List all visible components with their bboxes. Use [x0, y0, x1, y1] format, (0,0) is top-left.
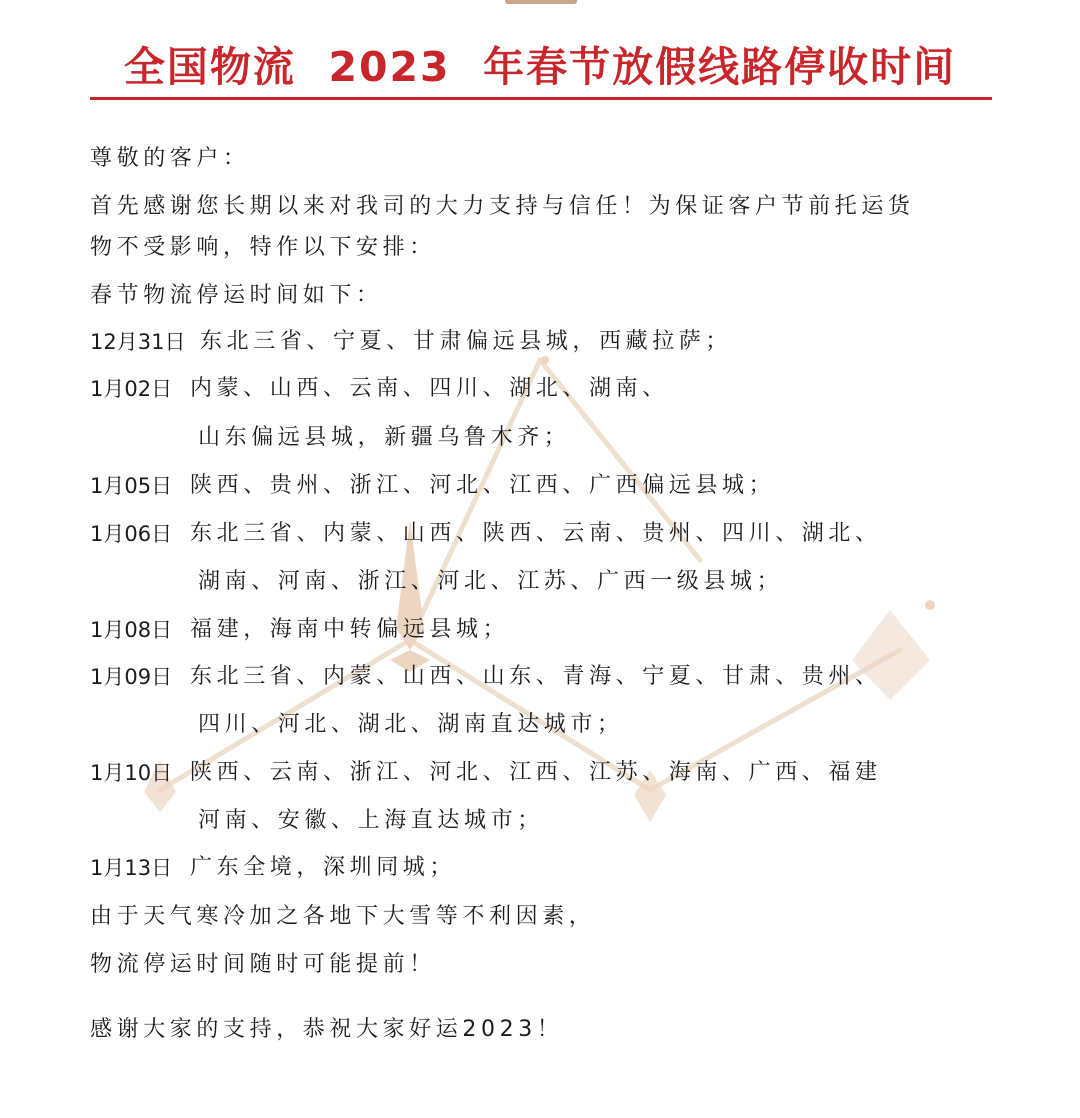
schedule-regions: 陕西、贵州、浙江、河北、江西、广西偏远县城；: [190, 473, 776, 498]
schedule-regions: 东北三省、内蒙、山西、陕西、云南、贵州、四川、湖北、: [190, 521, 882, 546]
schedule-regions: 广东全境，深圳同城；: [190, 855, 457, 880]
notice-line-2: 物流停运时间随时可能提前！: [90, 952, 436, 977]
schedule-regions-continued: 河南、安徽、上海直达城市；: [198, 808, 544, 833]
page-title: 全国物流 2023 年春节放假线路停收时间: [123, 43, 957, 91]
schedule-regions: 内蒙、山西、云南、四川、湖北、湖南、: [190, 376, 669, 401]
schedule-date: 1月08日: [90, 618, 173, 642]
schedule-date: 1月10日: [90, 761, 173, 785]
schedule-regions: 陕西、云南、浙江、河北、江西、江苏、海南、广西、福建: [190, 760, 882, 785]
greeting: 尊敬的客户：: [90, 146, 250, 171]
schedule-regions: 东北三省、宁夏、甘肃偏远县城，西藏拉萨；: [200, 329, 733, 354]
schedule-date: 1月06日: [90, 522, 173, 546]
schedule-date: 1月05日: [90, 474, 173, 498]
schedule-date: 12月31日: [90, 330, 186, 354]
schedule-regions-continued: 湖南、河南、浙江、河北、江苏、广西一级县城；: [198, 569, 784, 594]
intro-line-2: 物不受影响，特作以下安排：: [90, 235, 436, 260]
closing-line: 感谢大家的支持，恭祝大家好运2023！: [90, 1017, 564, 1042]
title-underline: [90, 97, 992, 100]
schedule-date: 1月13日: [90, 856, 173, 880]
schedule-heading: 春节物流停运时间如下：: [90, 283, 383, 308]
schedule-regions: 东北三省、内蒙、山西、山东、青海、宁夏、甘肃、贵州、: [190, 664, 882, 689]
schedule-regions-continued: 山东偏远县城，新疆乌鲁木齐；: [198, 425, 571, 450]
schedule-regions-continued: 四川、河北、湖北、湖南直达城市；: [198, 712, 624, 737]
notice-line-1: 由于天气寒冷加之各地下大雪等不利因素，: [90, 904, 596, 929]
intro-line-1: 首先感谢您长期以来对我司的大力支持与信任！为保证客户节前托运货: [90, 194, 915, 219]
schedule-date: 1月02日: [90, 377, 173, 401]
schedule-regions: 福建，海南中转偏远县城；: [190, 617, 510, 642]
schedule-date: 1月09日: [90, 665, 173, 689]
